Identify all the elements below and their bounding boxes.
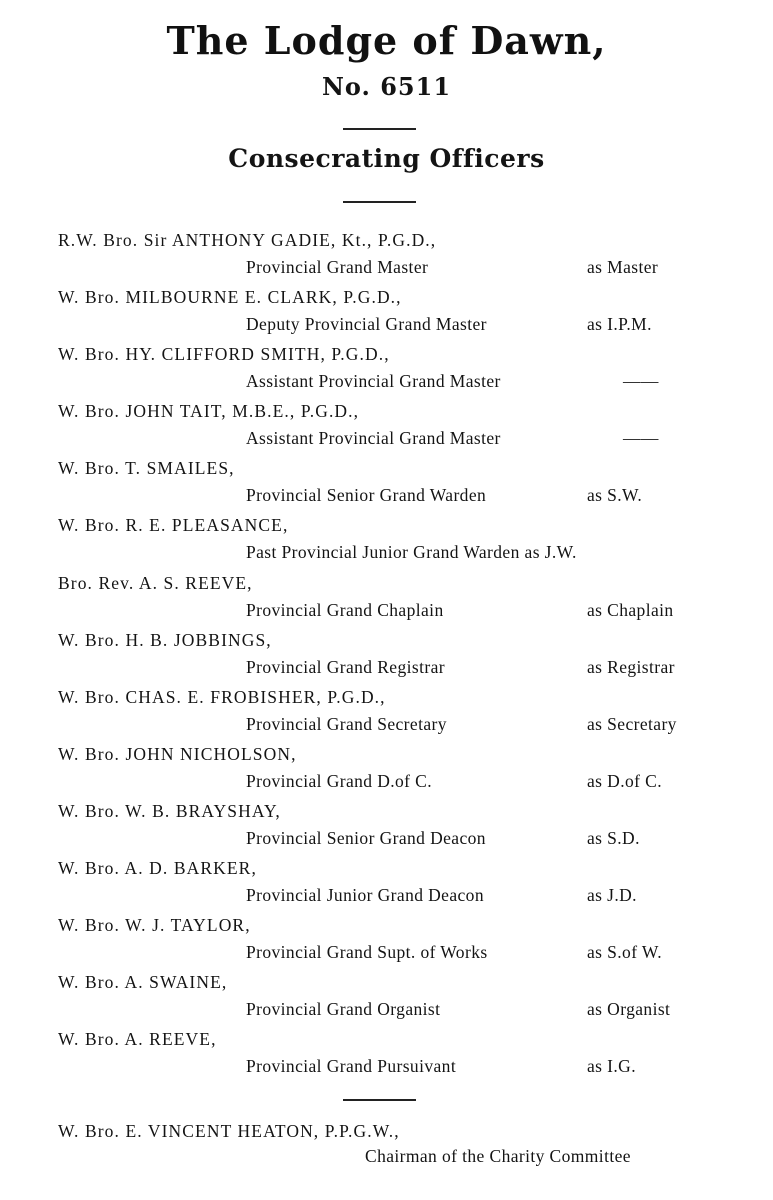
officer-entry <box>0 573 773 629</box>
officer-role: as S.D. <box>587 828 640 848</box>
officer-entry <box>0 1029 773 1085</box>
officer-role: as Organist <box>587 999 671 1019</box>
officer-role: as Registrar <box>587 657 675 677</box>
officer-name: W. Bro. W. J. TAYLOR, <box>58 915 251 935</box>
officer-rank: Provincial Senior Grand Warden <box>246 485 487 505</box>
officer-name: W. Bro. A. SWAINE, <box>58 972 228 992</box>
officer-role: as Master <box>587 257 659 277</box>
officer-rank: Provincial Grand Organist <box>246 999 441 1019</box>
officer-entry <box>0 287 773 343</box>
officer-name: W. Bro. HY. CLIFFORD SMITH, P.G.D., <box>58 344 390 364</box>
officer-role: as Chaplain <box>587 600 674 620</box>
officer-role: as Secretary <box>587 714 677 734</box>
officer-rank: Provincial Grand Secretary <box>246 714 447 734</box>
officer-role: as D.of C. <box>587 771 662 791</box>
section-heading: Consecrating Officers <box>228 144 545 173</box>
officer-entry <box>0 858 773 914</box>
officer-entry <box>0 972 773 1028</box>
officer-role: as S.W. <box>587 485 643 505</box>
officer-entry <box>0 801 773 857</box>
officer-rank: Provincial Grand Master <box>246 257 429 277</box>
officer-rank: Past Provincial Junior Grand Warden as J.W. <box>246 542 577 562</box>
officer-name: W. Bro. H. B. JOBBINGS, <box>58 630 272 650</box>
officer-entry <box>0 458 773 514</box>
officer-entry <box>0 230 773 286</box>
divider-rule-top <box>343 128 416 130</box>
officer-rank: Deputy Provincial Grand Master <box>246 314 487 334</box>
officer-name: W. Bro. W. B. BRAYSHAY, <box>58 801 281 821</box>
officer-rank: Assistant Provincial Grand Master <box>246 371 501 391</box>
officer-name: W. Bro. T. SMAILES, <box>58 458 235 478</box>
officer-name: R.W. Bro. Sir ANTHONY GADIE, Kt., P.G.D., <box>58 230 437 250</box>
officer-rank: Provincial Grand Chaplain <box>246 600 444 620</box>
officer-entry <box>0 687 773 743</box>
lodge-title: The Lodge of Dawn, <box>166 18 607 63</box>
officer-role: as I.G. <box>587 1056 636 1076</box>
officer-entry <box>0 344 773 400</box>
officer-name: W. Bro. R. E. PLEASANCE, <box>58 515 289 535</box>
officer-entry <box>0 515 773 571</box>
officer-rank: Provincial Grand D.of C. <box>246 771 433 791</box>
officer-rank: Provincial Senior Grand Deacon <box>246 828 486 848</box>
divider-rule-bottom <box>343 1099 416 1101</box>
divider-rule-heading <box>343 201 416 203</box>
officer-rank: Provincial Grand Supt. of Works <box>246 942 488 962</box>
officer-rank: Provincial Junior Grand Deacon <box>246 885 484 905</box>
officer-name: W. Bro. A. D. BARKER, <box>58 858 257 878</box>
officer-role: —— <box>623 371 659 391</box>
officer-role: —— <box>623 428 659 448</box>
officer-name: W. Bro. JOHN NICHOLSON, <box>58 744 297 764</box>
officer-rank: Provincial Grand Registrar <box>246 657 445 677</box>
officer-name: Bro. Rev. A. S. REEVE, <box>58 573 253 593</box>
chairman-name: W. Bro. E. VINCENT HEATON, P.P.G.W., <box>58 1121 400 1141</box>
officer-entry <box>0 401 773 457</box>
officer-entry <box>0 744 773 800</box>
officer-entry <box>0 630 773 686</box>
officer-rank: Provincial Grand Pursuivant <box>246 1056 457 1076</box>
officer-role: as J.D. <box>587 885 637 905</box>
officer-role: as S.of W. <box>587 942 662 962</box>
officer-name: W. Bro. A. REEVE, <box>58 1029 217 1049</box>
officer-name: W. Bro. CHAS. E. FROBISHER, P.G.D., <box>58 687 386 707</box>
chairman-title: Chairman of the Charity Committee <box>365 1146 631 1166</box>
officer-name: W. Bro. MILBOURNE E. CLARK, P.G.D., <box>58 287 402 307</box>
officer-role: as I.P.M. <box>587 314 652 334</box>
officer-name: W. Bro. JOHN TAIT, M.B.E., P.G.D., <box>58 401 360 421</box>
officer-entry <box>0 915 773 971</box>
officer-rank: Assistant Provincial Grand Master <box>246 428 501 448</box>
lodge-number: No. 6511 <box>321 72 452 101</box>
